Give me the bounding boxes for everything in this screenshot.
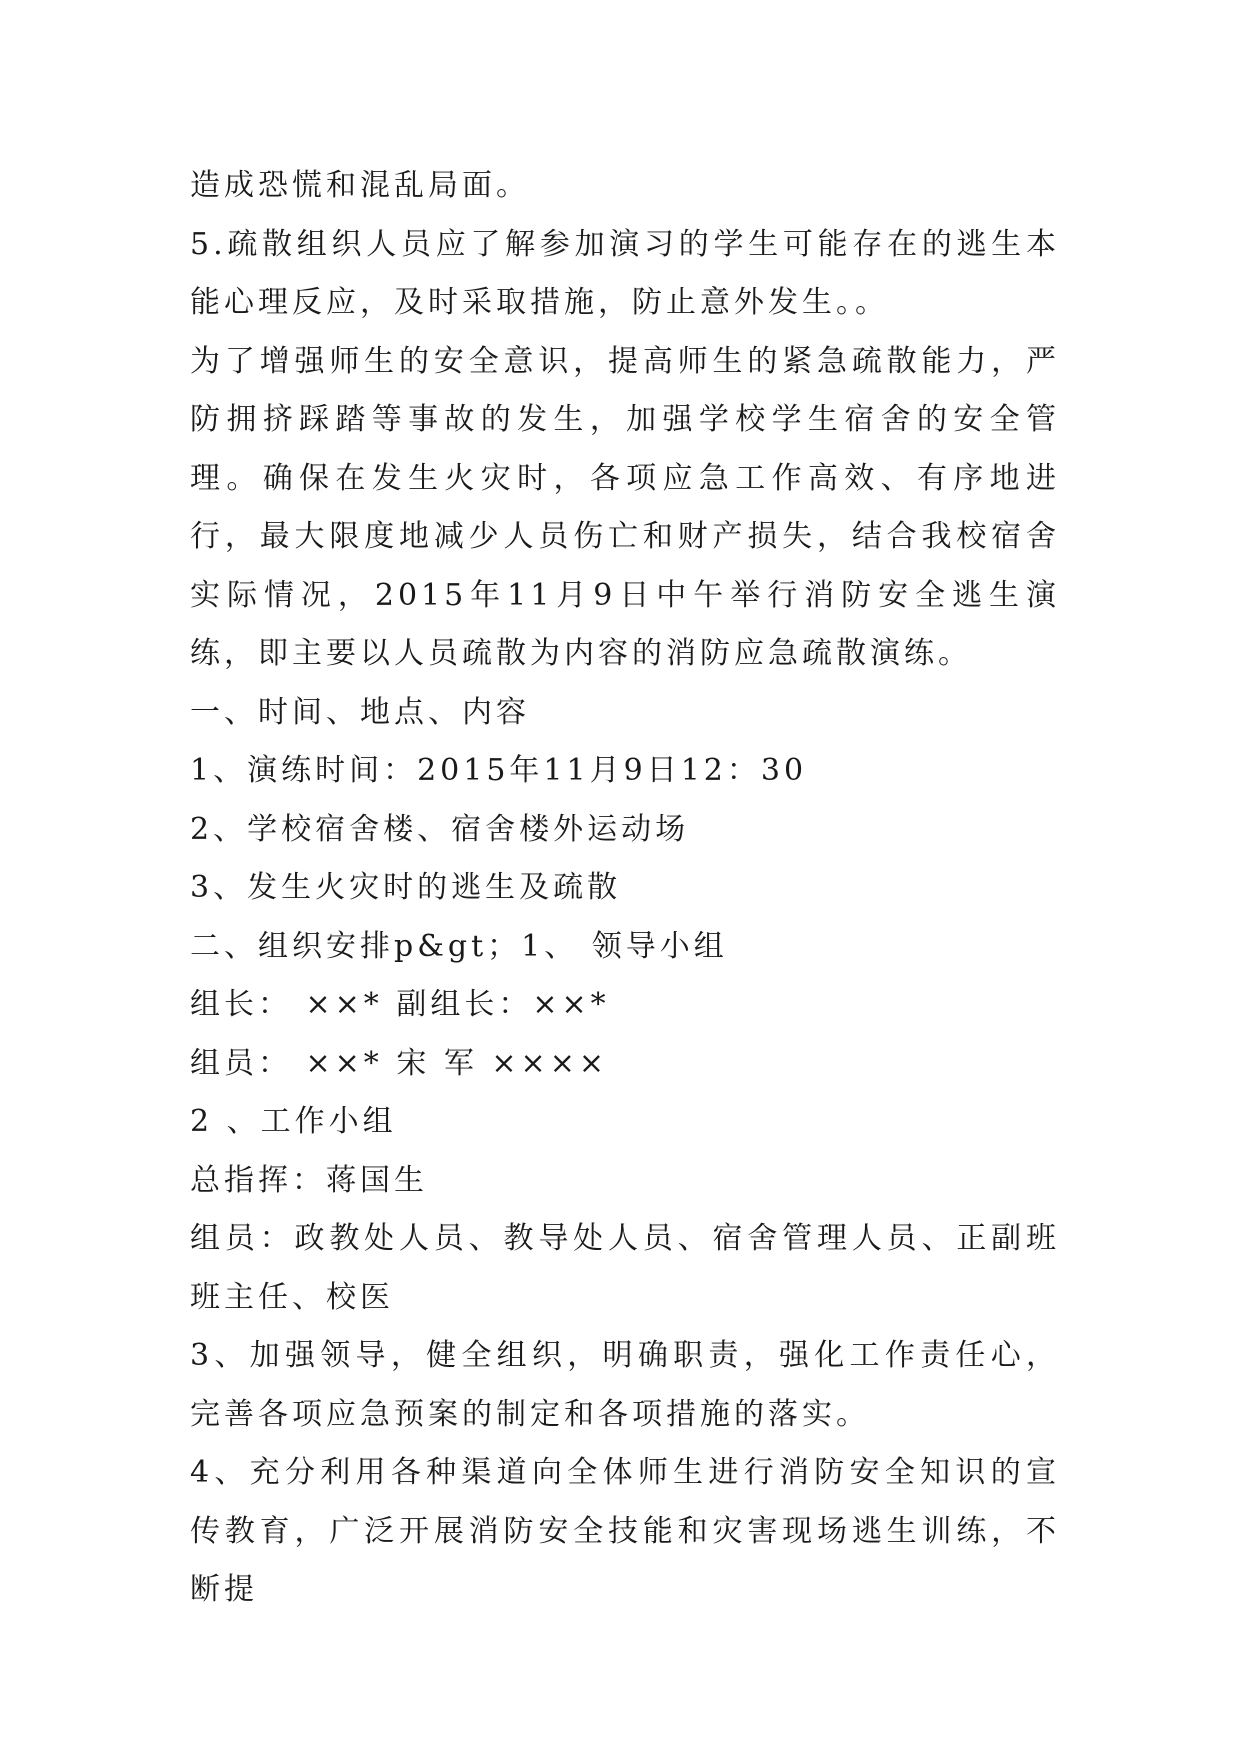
section-heading-2: 二、组织安排p&gt；1、 领导小组 — [190, 928, 728, 964]
list-item-4: 4、充分利用各种渠道向全体师生进行消防安全知识的宣传教育，广泛开展消防安全技能和灾害现场逃生训练，不断提 — [190, 1455, 1060, 1607]
paragraph-intro: 为了增强师生的安全意识，提高师生的紧急疏散能力，严防拥挤踩踏等事故的发生，加强学校学生宿舍的安全管理。确保在发生火灾时，各项应急工作高效、有序地进行，最大限度地减少人员伤亡和财产损失，结合我校宿舍实际情况，2015年11月9日中午举行消防安全逃生演练，即主要以人员疏散为内容的消防应急疏散演练。 — [190, 343, 1060, 671]
list-item-location: 2、学校宿舍楼、宿舍楼外运动场 — [190, 811, 690, 847]
paragraph-item-5: 5.疏散组织人员应了解参加演习的学生可能存在的逃生本能心理反应，及时采取措施，防止意外发生。。 — [190, 226, 1060, 320]
section-heading-1: 一、时间、地点、内容 — [190, 694, 530, 730]
paragraph-continuation: 造成恐慌和混乱局面。 — [190, 168, 530, 203]
document-body — [190, 157, 1060, 1620]
list-item-content: 3、发生火灾时的逃生及疏散 — [190, 870, 622, 905]
list-item-3: 3、加强领导，健全组织，明确职责，强化工作责任心，完善各项应急预案的制定和各项措施的落实。 — [190, 1338, 1060, 1432]
list-item-time: 1、演练时间：2015年11月9日12：30 — [190, 753, 808, 788]
leader-line: 组长： ××* 副组长：××* — [190, 987, 610, 1022]
work-members-line: 组员：政教处人员、教导处人员、宿舍管理人员、正副班班主任、校医 — [190, 1221, 1060, 1315]
commander-line: 总指挥：蒋国生 — [190, 1162, 428, 1198]
work-group-heading: 2 、工作小组 — [190, 1104, 397, 1139]
members-line: 组员： ××* 宋 军 ×××× — [190, 1045, 608, 1081]
